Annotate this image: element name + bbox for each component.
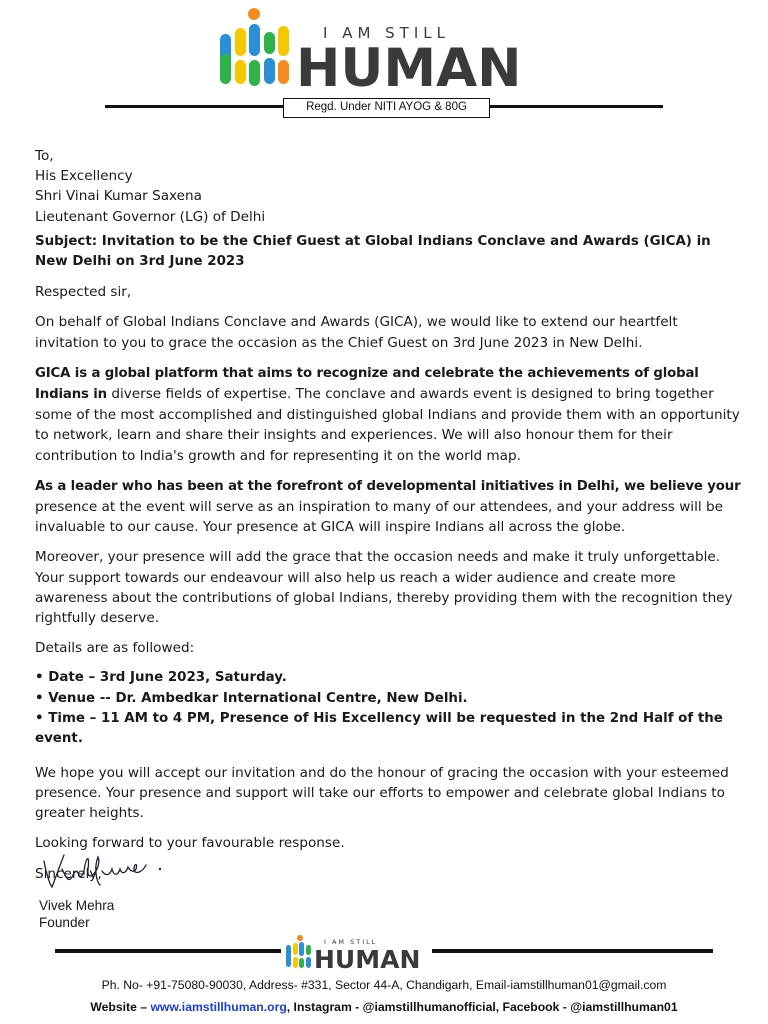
signatory-title: Founder xyxy=(39,915,90,930)
logo-bar-1b xyxy=(220,54,231,84)
logo-bar-3 xyxy=(249,24,260,56)
paragraph-3 xyxy=(35,476,745,538)
organization-logo xyxy=(218,4,558,96)
logo-bar-2b xyxy=(235,60,246,84)
paragraph-5: We hope you will accept our invitation and do the honour of gracing the occasion with your esteemed presence. Your presence and support will take our efforts to empower and celebrate global Indians to greater heights. xyxy=(35,764,729,822)
footer-divider-right xyxy=(432,949,713,953)
header-divider-right xyxy=(490,105,663,108)
event-details-list xyxy=(35,668,745,749)
logo-figure-1-head xyxy=(248,8,260,20)
address-line-2: Shri Vinai Kumar Saxena xyxy=(35,188,202,205)
logo-main-text: HUMAN xyxy=(296,38,522,96)
paragraph-2-rest: diverse fields of expertise. The conclave and awards event is designed to bring together some of the most accomplished and distinguished global Indians and provide them with an opportunity to network, learn and share their insights and experiences. We will also honour them for their contribution to India's growth and for representing it on the world map. xyxy=(35,386,740,464)
logo-top-text: I AM STILL xyxy=(323,24,450,42)
footer-social: , Instagram - @iamstillhumanofficial, Facebook - @iamstillhuman01 xyxy=(286,1000,678,1014)
logo-bar-4b xyxy=(264,58,275,84)
paragraph-3-rest: presence at the event will serve as an inspiration to many of our attendees, and your address will be invaluable to our cause. Your presence at GICA will inspire Indians all across the globe. xyxy=(35,499,723,536)
handwritten-signature xyxy=(38,847,168,897)
footer-logo-top-text: I AM STILL xyxy=(324,938,378,946)
header-divider-left xyxy=(105,105,283,108)
logo-bar-3b xyxy=(249,60,260,86)
footer-website-link[interactable]: www.iamstillhuman.org xyxy=(150,1000,287,1014)
logo-bar-5b xyxy=(278,60,289,84)
footer-website-label: Website – xyxy=(90,1000,151,1014)
footer-web-social xyxy=(0,1000,768,1014)
subject-line: Subject: Invitation to be the Chief Guest at Global Indians Conclave and Awards (GICA) in New Delhi on 3rd June 2023 xyxy=(35,233,711,270)
footer-logo-main-text: HUMAN xyxy=(314,945,421,973)
letter-body xyxy=(35,146,745,884)
paragraph-1: On behalf of Global Indians Conclave and Awards (GICA), we would like to extend our heartfelt invitation to you to grace the occasion as the Chief Guest on 3rd June 2023 in New Delhi. xyxy=(35,314,678,351)
paragraph-2 xyxy=(35,363,745,466)
logo-bar-4 xyxy=(264,32,275,54)
paragraph-4: Moreover, your presence will add the grace that the occasion needs and make it truly unforgettable. Your support towards our endeavour will also help us reach a wider audience and create more awareness about the contributions of global Indians, thereby providing them with the recognition they rightfully deserve. xyxy=(35,549,733,627)
details-intro: Details are as followed: xyxy=(35,640,195,657)
detail-venue: • Venue -- Dr. Ambedkar International Centre, New Delhi. xyxy=(35,690,468,706)
detail-time: • Time – 11 AM to 4 PM, Presence of His Excellency will be requested in the 2nd Half of the event. xyxy=(35,710,723,747)
footer-divider-left xyxy=(55,949,281,953)
paragraph-6: Looking forward to your favourable response. xyxy=(35,835,345,852)
address-to: To, xyxy=(35,148,54,164)
salutation: Respected sir, xyxy=(35,284,132,301)
registration-badge: Regd. Under NITI AYOG & 80G xyxy=(283,98,490,118)
footer-contact: Ph. No- +91-75080-90030, Address- #331, Sector 44-A, Chandigarh, Email-iamstillhuman01@gmail.com xyxy=(101,978,667,992)
address-line-1: His Excellency xyxy=(35,168,133,185)
footer-logo xyxy=(284,933,429,973)
signatory-name: Vivek Mehra xyxy=(39,898,115,913)
detail-date: • Date – 3rd June 2023, Saturday. xyxy=(35,670,287,686)
closing: Sincerely, xyxy=(35,865,102,882)
paragraph-2-lead: GICA is a global platform that aims to recognize and celebrate the achievements of global Indians in xyxy=(35,365,699,403)
recipient-address xyxy=(35,146,745,227)
address-line-3: Lieutenant Governor (LG) of Delhi xyxy=(35,208,266,225)
paragraph-3-lead: As a leader who has been at the forefront of developmental initiatives in Delhi, we believe your xyxy=(35,478,741,494)
logo-bar-2 xyxy=(235,28,246,56)
logo-bar-5 xyxy=(278,26,289,56)
